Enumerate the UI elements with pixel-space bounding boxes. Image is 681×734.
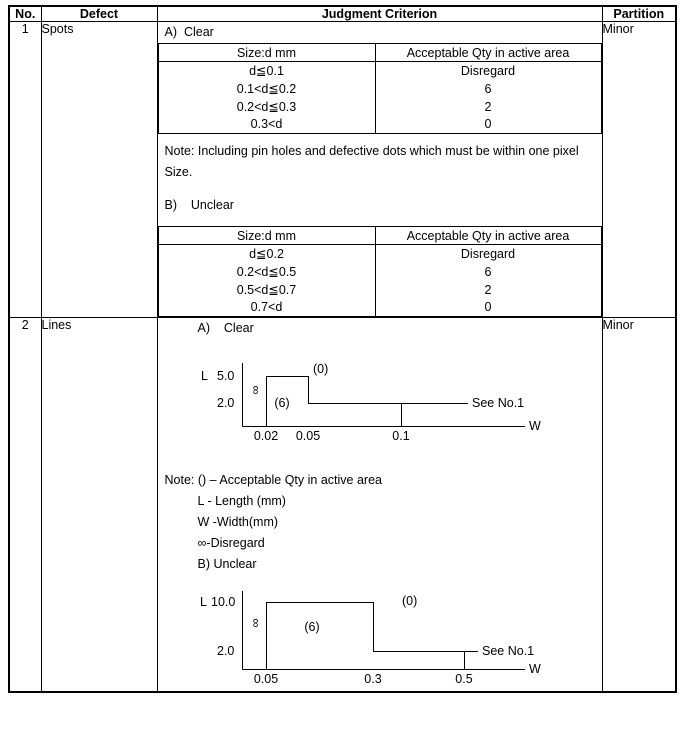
spec-row (158, 98, 601, 116)
x-tick-label: 0.05 (253, 672, 278, 686)
size-range: 0.7<d (158, 299, 375, 317)
size-range: d≦0.2 (158, 245, 375, 263)
col-header-defect: Defect (41, 6, 157, 22)
row-number: 2 (9, 318, 41, 693)
spec-row (158, 299, 601, 317)
x-tick-label: 0.1 (391, 429, 410, 443)
y-tick-label: 2.0 (216, 396, 234, 410)
section-b-label: B) Unclear (164, 198, 234, 212)
qty-zero-label: (0) (401, 594, 417, 608)
x-tick-label: 0.05 (295, 429, 320, 443)
see-no1-label: See No.1 (471, 396, 524, 410)
note-text-line2: Size. (164, 164, 193, 179)
legend-length: L - Length (mm) (197, 494, 286, 508)
x-tick-label: 0.02 (253, 429, 278, 443)
spec-header-row (158, 44, 601, 62)
acceptable-qty: 0 (484, 117, 492, 132)
legend-width: W -Width(mm) (197, 515, 279, 529)
x-axis-label: W (528, 419, 541, 433)
judgment-criterion-cell (157, 22, 602, 318)
spec-row (158, 80, 601, 98)
size-column-header: Size:d mm (158, 227, 375, 245)
lines-note-block (158, 470, 602, 575)
acceptable-qty: 6 (484, 264, 492, 279)
spec-row (158, 263, 601, 281)
qty-column-header: Acceptable Qty in active area (375, 227, 601, 245)
clear-lines-chart (196, 360, 548, 448)
y-axis-label: L (200, 369, 208, 383)
defect-name: Lines (41, 318, 157, 693)
criteria-table (8, 5, 677, 693)
acceptable-qty: 2 (484, 282, 492, 297)
size-column-header: Size:d mm (158, 44, 375, 62)
y-tick-label: 10.0 (210, 595, 235, 609)
qty-zero-label: (0) (312, 362, 328, 376)
col-header-judgment-criterion: Judgment Criterion (157, 6, 602, 22)
size-range: 0.1<d≦0.2 (158, 80, 375, 98)
clear-spots-spec-table (158, 43, 602, 134)
size-range: d≦0.1 (158, 62, 375, 80)
qty-six-label: (6) (303, 620, 320, 634)
spec-row (158, 281, 601, 299)
x-tick-label: 0.5 (454, 672, 473, 686)
section-b-label: B) Unclear (197, 557, 257, 571)
size-range: 0.2<d≦0.3 (158, 98, 375, 116)
header-row (9, 6, 676, 22)
acceptable-qty: 6 (484, 81, 492, 96)
spec-row (158, 116, 601, 134)
note-block (158, 141, 602, 182)
section-a-label: A) Clear (164, 25, 214, 39)
table-row-spots (9, 22, 676, 318)
limit-step-line (266, 377, 468, 427)
y-tick-label: 5.0 (216, 369, 234, 383)
y-tick-label: 2.0 (216, 644, 234, 658)
section-a-label: A) Clear (197, 321, 254, 335)
unclear-lines-chart (196, 589, 548, 691)
table-row-lines (9, 318, 676, 693)
limit-step-line (266, 603, 478, 670)
size-range: 0.3<d (158, 116, 375, 134)
x-tick-label: 0.3 (363, 672, 382, 686)
note-text: Note: () – Acceptable Qty in active area (164, 473, 382, 487)
col-header-partition: Partition (602, 6, 676, 22)
defect-name: Spots (41, 22, 157, 318)
acceptable-qty: Disregard (460, 63, 516, 78)
note-text-line1: Note: Including pin holes and defective dots which must be within one pixel (164, 144, 579, 158)
spec-row (158, 62, 601, 80)
qty-column-header: Acceptable Qty in active area (375, 44, 601, 62)
infinity-symbol: ∞ (248, 618, 263, 628)
see-no1-label: See No.1 (481, 644, 534, 658)
infinity-symbol: ∞ (248, 385, 263, 395)
row-number: 1 (9, 22, 41, 318)
qty-six-label: (6) (273, 396, 290, 410)
size-range: 0.2<d≦0.5 (158, 263, 375, 281)
spec-header-row (158, 227, 601, 245)
judgment-criterion-cell (157, 318, 602, 693)
size-range: 0.5<d≦0.7 (158, 281, 375, 299)
partition-value: Minor (602, 318, 676, 693)
y-axis-label: L (199, 595, 207, 609)
partition-value: Minor (602, 22, 676, 318)
acceptable-qty: 0 (484, 300, 492, 315)
legend-infinity: ∞-Disregard (197, 536, 265, 550)
acceptable-qty: Disregard (460, 246, 516, 261)
unclear-spots-spec-table (158, 226, 602, 317)
acceptable-qty: 2 (484, 99, 492, 114)
x-axis-label: W (528, 662, 541, 676)
spec-row (158, 245, 601, 263)
col-header-no: No. (9, 6, 41, 22)
